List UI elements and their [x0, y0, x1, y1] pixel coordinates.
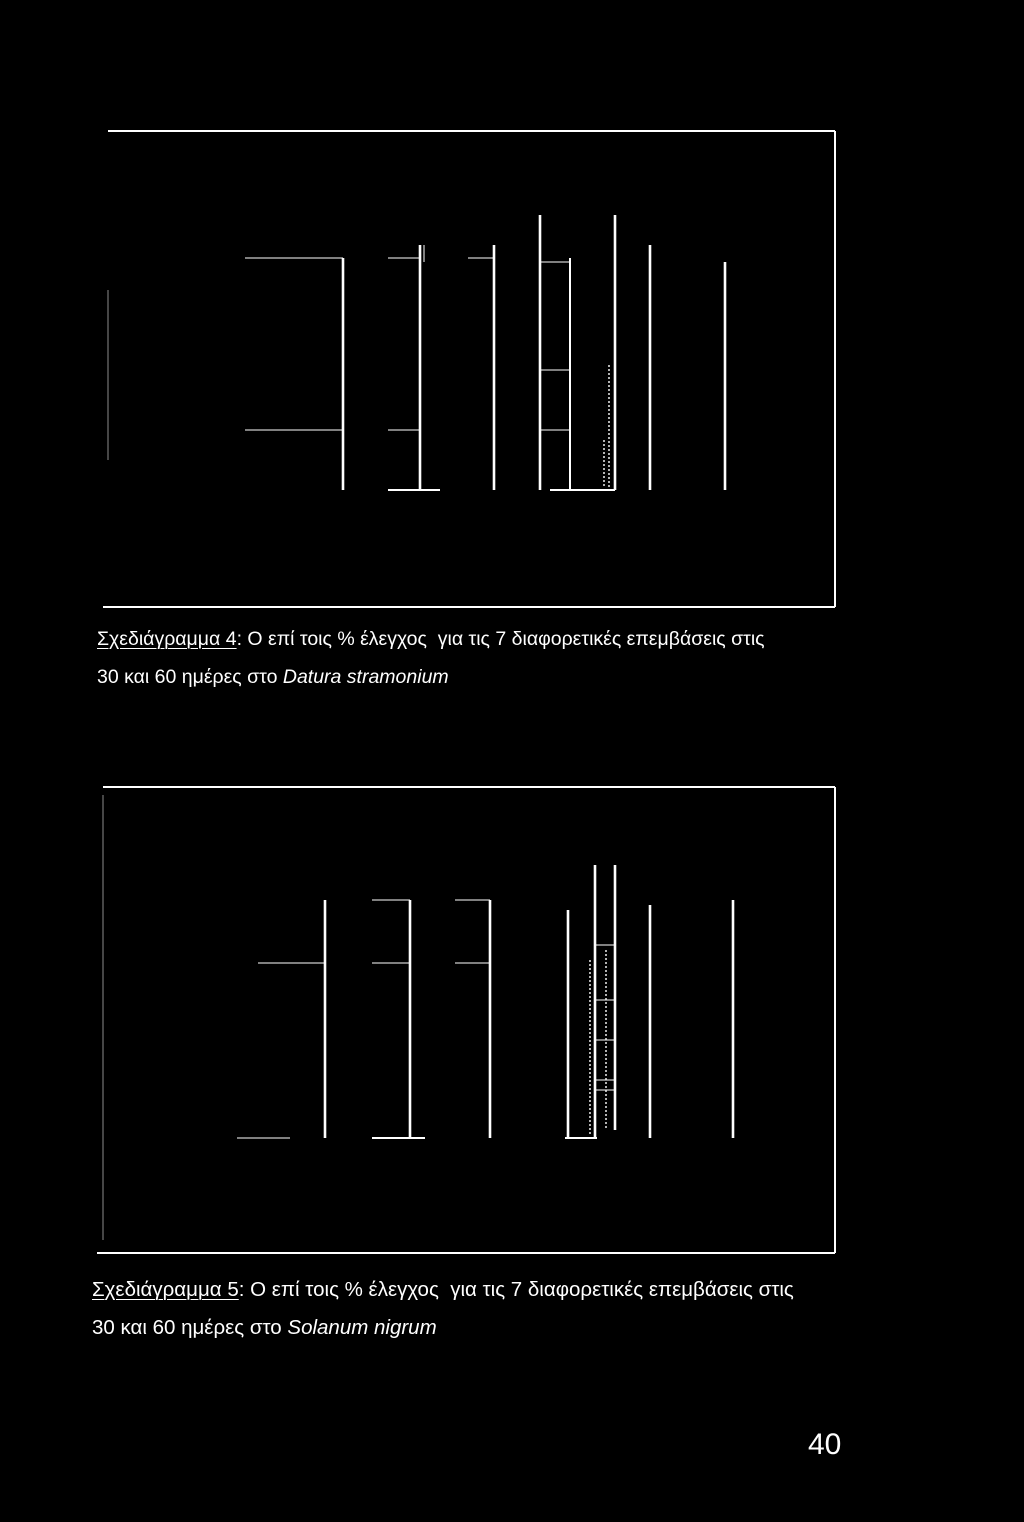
figure-5-caption-line-1: [92, 1280, 794, 1301]
figure-5-bar-group-2: [372, 900, 425, 1138]
figure-4-species: Datura stramonium: [282, 666, 449, 688]
figure-4-bar-group-1: [245, 258, 343, 490]
page-number: 40: [808, 1428, 842, 1461]
figure-4-caption-line-1: [97, 630, 765, 650]
figure-4-caption-text-2: 30 και 60 ημέρες στο: [97, 666, 283, 688]
figure-4-label: Σχεδιάγραμμα 4: [97, 628, 237, 650]
figure-5-label: Σχεδιάγραμμα 5: [92, 1278, 239, 1301]
figure-4-chart: [103, 131, 835, 607]
figure-5-caption-line-2: [92, 1318, 437, 1339]
figure-5-caption-text: : Ο επί τοις % έλεγχος για τις 7 διαφορετικές επεμβάσεις στις: [238, 1278, 794, 1301]
figure-5-caption-text-2: 30 και 60 ημέρες στο: [92, 1316, 288, 1339]
figure-4-bar-group-4: [540, 215, 615, 490]
figure-4-caption-line-2: [97, 668, 449, 688]
figure-5-chart: [97, 787, 835, 1253]
figure-4-bar-group-3: [468, 245, 494, 490]
figure-5-bar-group-4: [565, 865, 615, 1138]
figure-4-bar-group-2: [388, 245, 440, 490]
figure-5-bar-group-1: [237, 900, 325, 1138]
figure-4-caption-text: : Ο επί τοις % έλεγχος για τις 7 διαφορετικές επεμβάσεις στις: [236, 628, 765, 650]
figure-5-species: Solanum nigrum: [287, 1316, 437, 1339]
figure-5-bar-group-3: [455, 900, 490, 1138]
